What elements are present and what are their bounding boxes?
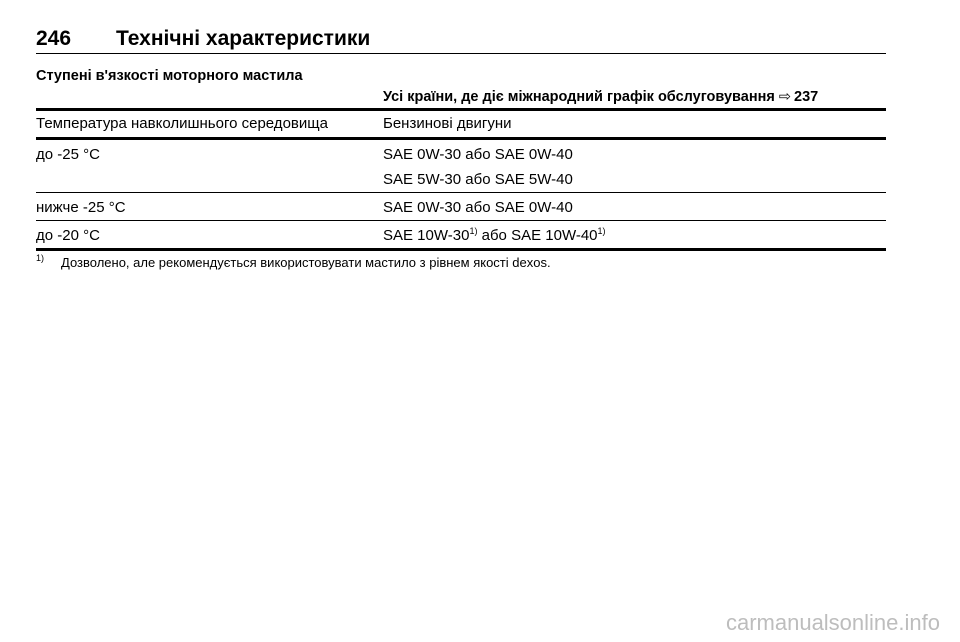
table-row — [36, 140, 886, 192]
page-title: Технічні характеристики — [116, 27, 371, 50]
oil-grade-line: SAE 0W-30 або SAE 0W-40 — [383, 146, 573, 163]
footnote — [36, 255, 551, 270]
oil-grade-join: або — [477, 227, 512, 244]
footnote-text: Дозволено, але рекомендується використовувати мастило з рівнем якості dexos. — [61, 255, 551, 270]
temperature-cell: до -25 °C — [36, 146, 100, 163]
page-header — [36, 27, 886, 54]
temperature-cell: до -20 °C — [36, 227, 100, 244]
oil-grade-cell — [383, 198, 886, 217]
table-header-row — [36, 111, 886, 137]
oil-grade-cell — [383, 145, 886, 189]
page-number: 246 — [36, 27, 72, 50]
temperature-cell: нижче -25 °C — [36, 199, 126, 216]
table-row — [36, 221, 886, 248]
header-petrol-engines: Бензинові двигуни — [383, 115, 512, 132]
oil-grade-a: SAE 10W-30 — [383, 227, 470, 244]
watermark: carmanualsonline.info — [725, 610, 940, 635]
section-title: Ступені в'язкості моторного мастила — [36, 68, 303, 84]
footnote-mark: 1) — [36, 253, 45, 263]
table-scope-heading — [36, 87, 886, 108]
oil-grade-b: SAE 10W-40 — [511, 227, 598, 244]
oil-grade-line: SAE 0W-30 або SAE 0W-40 — [383, 199, 573, 216]
oil-grade-cell — [383, 226, 886, 245]
oil-grade-line: SAE 5W-30 або SAE 5W-40 — [383, 171, 573, 188]
scope-page-ref[interactable]: 237 — [794, 89, 819, 105]
table-bottom-rule — [36, 248, 886, 251]
footnote-ref[interactable]: 1) — [469, 226, 478, 236]
viscosity-table — [36, 87, 886, 251]
scope-text: Усі країни, де діє міжнародний графік обслуговування — [383, 89, 775, 105]
header-temperature: Температура навколишнього середовища — [36, 115, 328, 132]
table-row — [36, 193, 886, 220]
arrow-right-icon: ⇨ — [778, 89, 791, 105]
footnote-ref[interactable]: 1) — [597, 226, 606, 236]
